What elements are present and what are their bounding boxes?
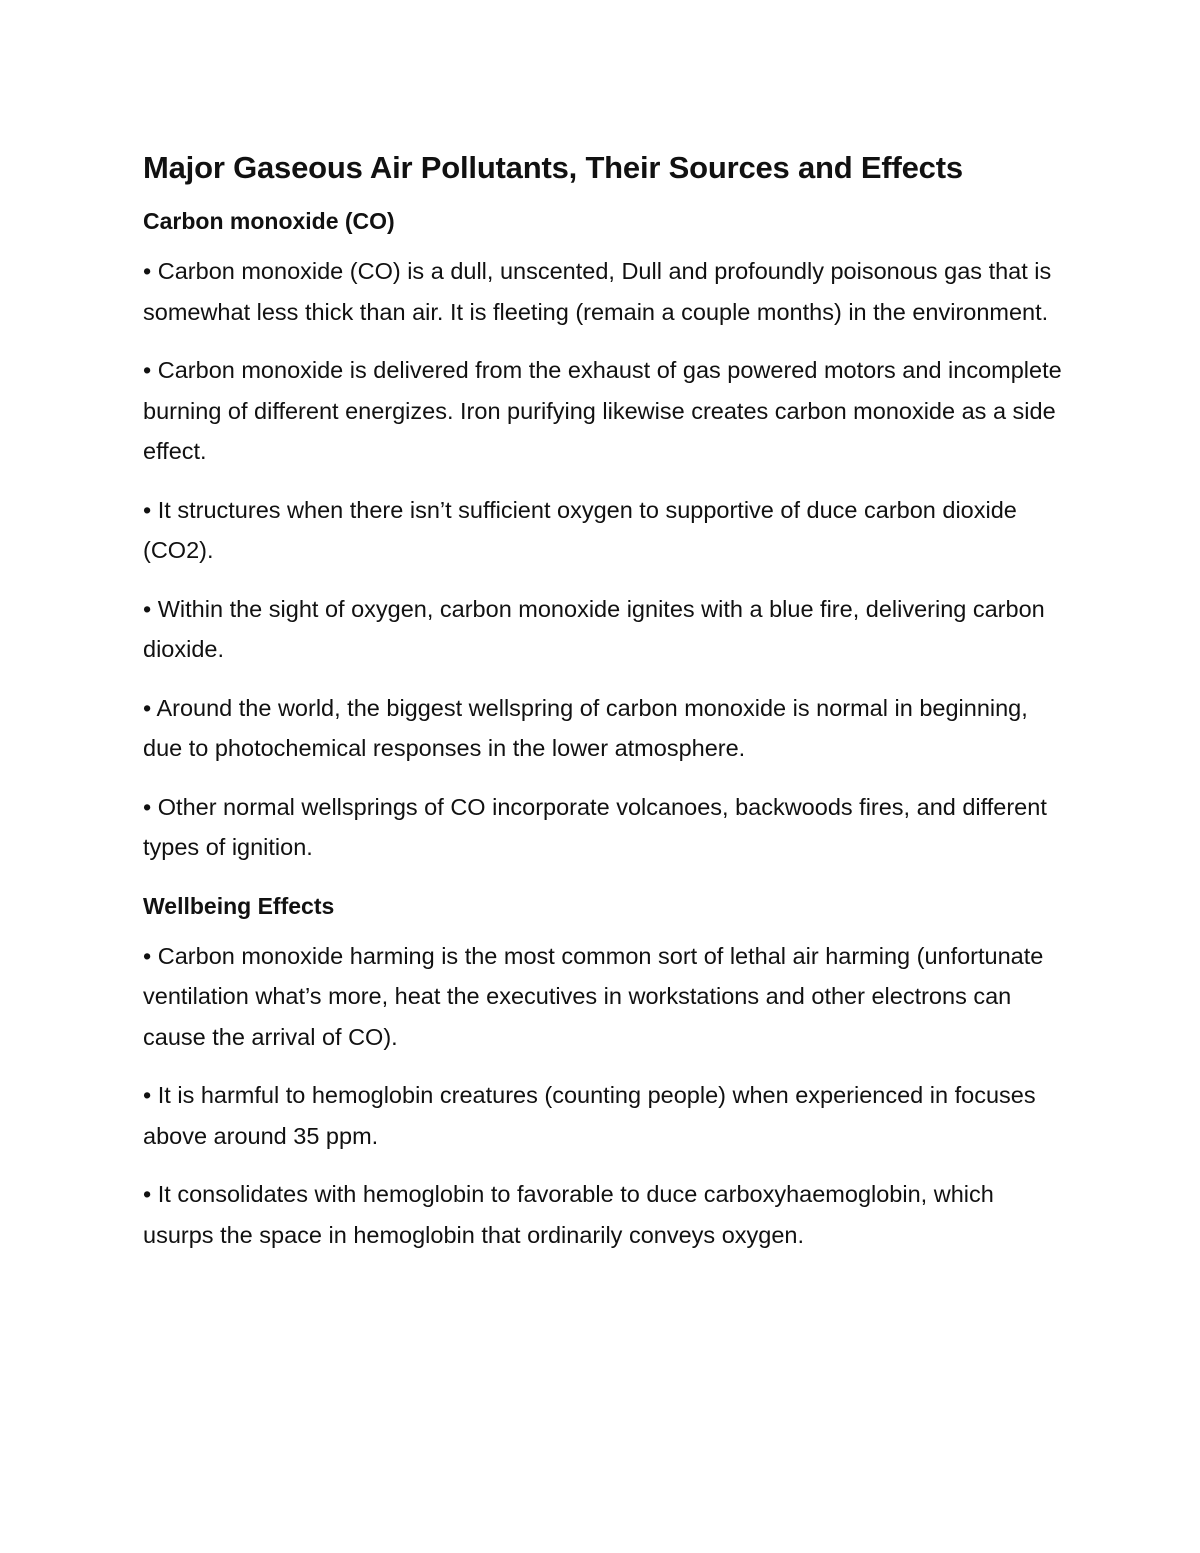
bullet-paragraph: • Other normal wellsprings of CO incorporate volcanoes, backwoods fires, and different types of ignition. <box>143 793 1047 860</box>
bullet-paragraph: • Carbon monoxide harming is the most common sort of lethal air harming (unfortunate ventilation what’s more, heat the executives in workstations and other electrons can cause the arrival of CO). <box>143 942 1044 1050</box>
section-carbon-monoxide <box>143 201 1063 868</box>
bullet-paragraph: • It structures when there isn’t sufficient oxygen to supportive of duce carbon dioxide (CO2). <box>143 496 1017 563</box>
document-page <box>143 143 1063 1273</box>
bullet-paragraph: • It consolidates with hemoglobin to favorable to duce carboxyhaemoglobin, which usurps the space in hemoglobin that ordinarily conveys oxygen. <box>143 1181 994 1248</box>
section-heading: Carbon monoxide (CO) <box>143 208 395 234</box>
bullet-paragraph: • Carbon monoxide (CO) is a dull, unscented, Dull and profoundly poisonous gas that is somewhat less thick than air. It is fleeting (remain a couple months) in the environment. <box>143 258 1052 325</box>
document-title: Major Gaseous Air Pollutants, Their Sources and Effects <box>143 150 963 185</box>
bullet-paragraph: • Carbon monoxide is delivered from the exhaust of gas powered motors and incomplete burning of different energizes. Iron purifying likewise creates carbon monoxide as a side effect. <box>143 357 1062 464</box>
section-wellbeing-effects <box>143 886 1063 1256</box>
section-heading: Wellbeing Effects <box>143 892 335 919</box>
bullet-paragraph: • Around the world, the biggest wellspring of carbon monoxide is normal in beginning, due to photochemical responses in the lower atmosphere. <box>143 694 1028 761</box>
bullet-paragraph: • It is harmful to hemoglobin creatures (counting people) when experienced in focuses above around 35 ppm. <box>143 1082 1036 1149</box>
bullet-paragraph: • Within the sight of oxygen, carbon monoxide ignites with a blue fire, delivering carbon dioxide. <box>143 595 1045 662</box>
